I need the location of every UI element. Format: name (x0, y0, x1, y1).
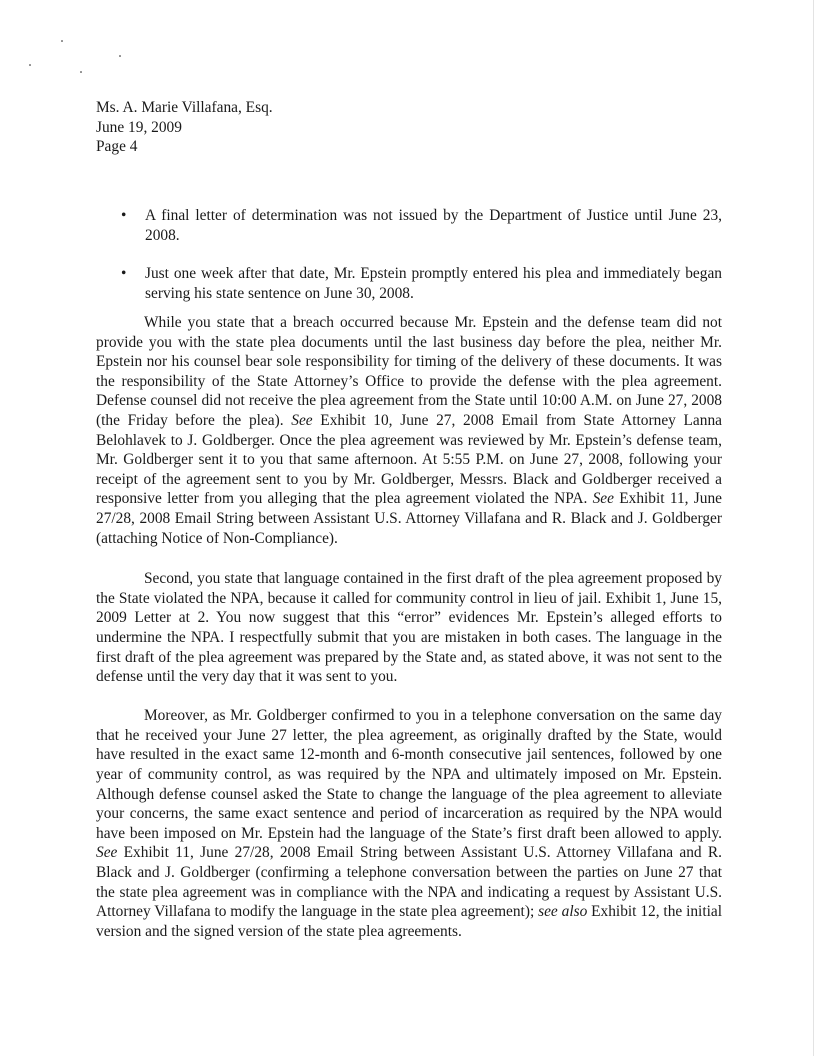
bullet-list (96, 206, 722, 322)
paragraph-breach-timing (96, 313, 722, 548)
date-line: June 19, 2009 (96, 118, 182, 136)
letter-body (96, 313, 722, 961)
scan-speck (119, 55, 121, 57)
citation-signal: See (291, 411, 313, 429)
paragraph-text: Exhibit 11, June 27/28, 2008 Email String between Assistant U.S. Attorney Villafana and R. Black and J. Goldberger (confirming a telephone conversation between the parties on June 27 that the state plea agreement was in compliance with the NPA and indicating a request by Assistant U.S. Attorney Villafana to modify the language in the state plea agreement); (96, 844, 722, 921)
citation-signal: See (592, 490, 614, 508)
scan-speck (80, 71, 82, 73)
paragraph-text: Exhibit 10, June 27, 2008 Email from State Attorney Lanna Belohlavek to J. Goldberger. Once the plea agreement was reviewed by Mr. Epstein’s defense team, Mr. Goldberger sent it to you that same afternoon. At 5:55 P.M. on June 27, 2008, following your receipt of the agreement sent to you by Mr. Goldberger, Messrs. Black and Goldberger received a responsive letter from you alleging that the plea agreement violated the NPA. (96, 411, 722, 508)
page-number: Page 4 (96, 138, 138, 156)
letter-header (96, 98, 736, 157)
scan-speck (29, 64, 31, 66)
paragraph-text: Moreover, as Mr. Goldberger confirmed to you in a telephone conversation on the same day that he received your June 27 letter, the plea agreement, as originally drafted by the State, would have resulted in the exact same 12-month and 6-month consecutive jail sentences, followed by one year of community control, as was required by the NPA and ultimately imposed on Mr. Epstein. Although defense counsel asked the State to change the language of the plea agreement to alleviate your concerns, the same exact sentence and period of incarceration as required by the NPA would have been imposed on Mr. Epstein had the language of the State’s first draft been allowed to apply. (96, 707, 722, 842)
paragraph-telephone-conversation (96, 706, 722, 941)
bullet-item (96, 264, 722, 303)
citation-signal: see also (538, 903, 588, 921)
paragraph-text: Exhibit 12, the initial version and the signed version of the state plea agreements. (96, 903, 722, 940)
recipient-line: Ms. A. Marie Villafana, Esq. (96, 99, 273, 116)
paragraph-text: While you state that a breach occurred because Mr. Epstein and the defense team did not provide you with the state plea documents until the last business day before the plea, neither Mr. Epstein nor his counsel bear sole responsibility for timing of the delivery of these documents. It was the responsibility of the State Attorney’s Office to provide the defense with the plea agreement. Defense counsel did not receive the plea agreement from the State until 10:00 A.M. on June 27, 2008 (the Friday before the plea). (96, 314, 722, 429)
scan-edge (813, 0, 814, 1056)
bullet-text: A final letter of determination was not issued by the Department of Justice until June 23, 2008. (145, 207, 722, 244)
bullet-text: Just one week after that date, Mr. Epstein promptly entered his plea and immediately began serving his state sentence on June 30, 2008. (145, 265, 722, 302)
scan-speck (61, 40, 63, 42)
bullet-dot: • (121, 265, 127, 283)
bullet-dot: • (121, 207, 127, 224)
paragraph-text: Exhibit 11, June 27/28, 2008 Email String between Assistant U.S. Attorney Villafana and R. Black and J. Goldberger (attaching Notice of Non-Compliance). (96, 490, 722, 547)
citation-signal: See (96, 844, 118, 862)
paragraph-first-draft: Second, you state that language contained in the first draft of the plea agreement proposed by the State violated the NPA, because it called for community control in lieu of jail. Exhibit 1, June 15, 2009 Letter at 2. You now suggest that this “error” evidences Mr. Epstein’s alleged efforts to undermine the NPA. I respectfully submit that you are mistaken in both cases. The language in the first draft of the plea agreement was prepared by the State and, as stated above, it was not sent to the defense until the very day that it was sent to you. (96, 570, 722, 686)
bullet-item (96, 206, 722, 245)
